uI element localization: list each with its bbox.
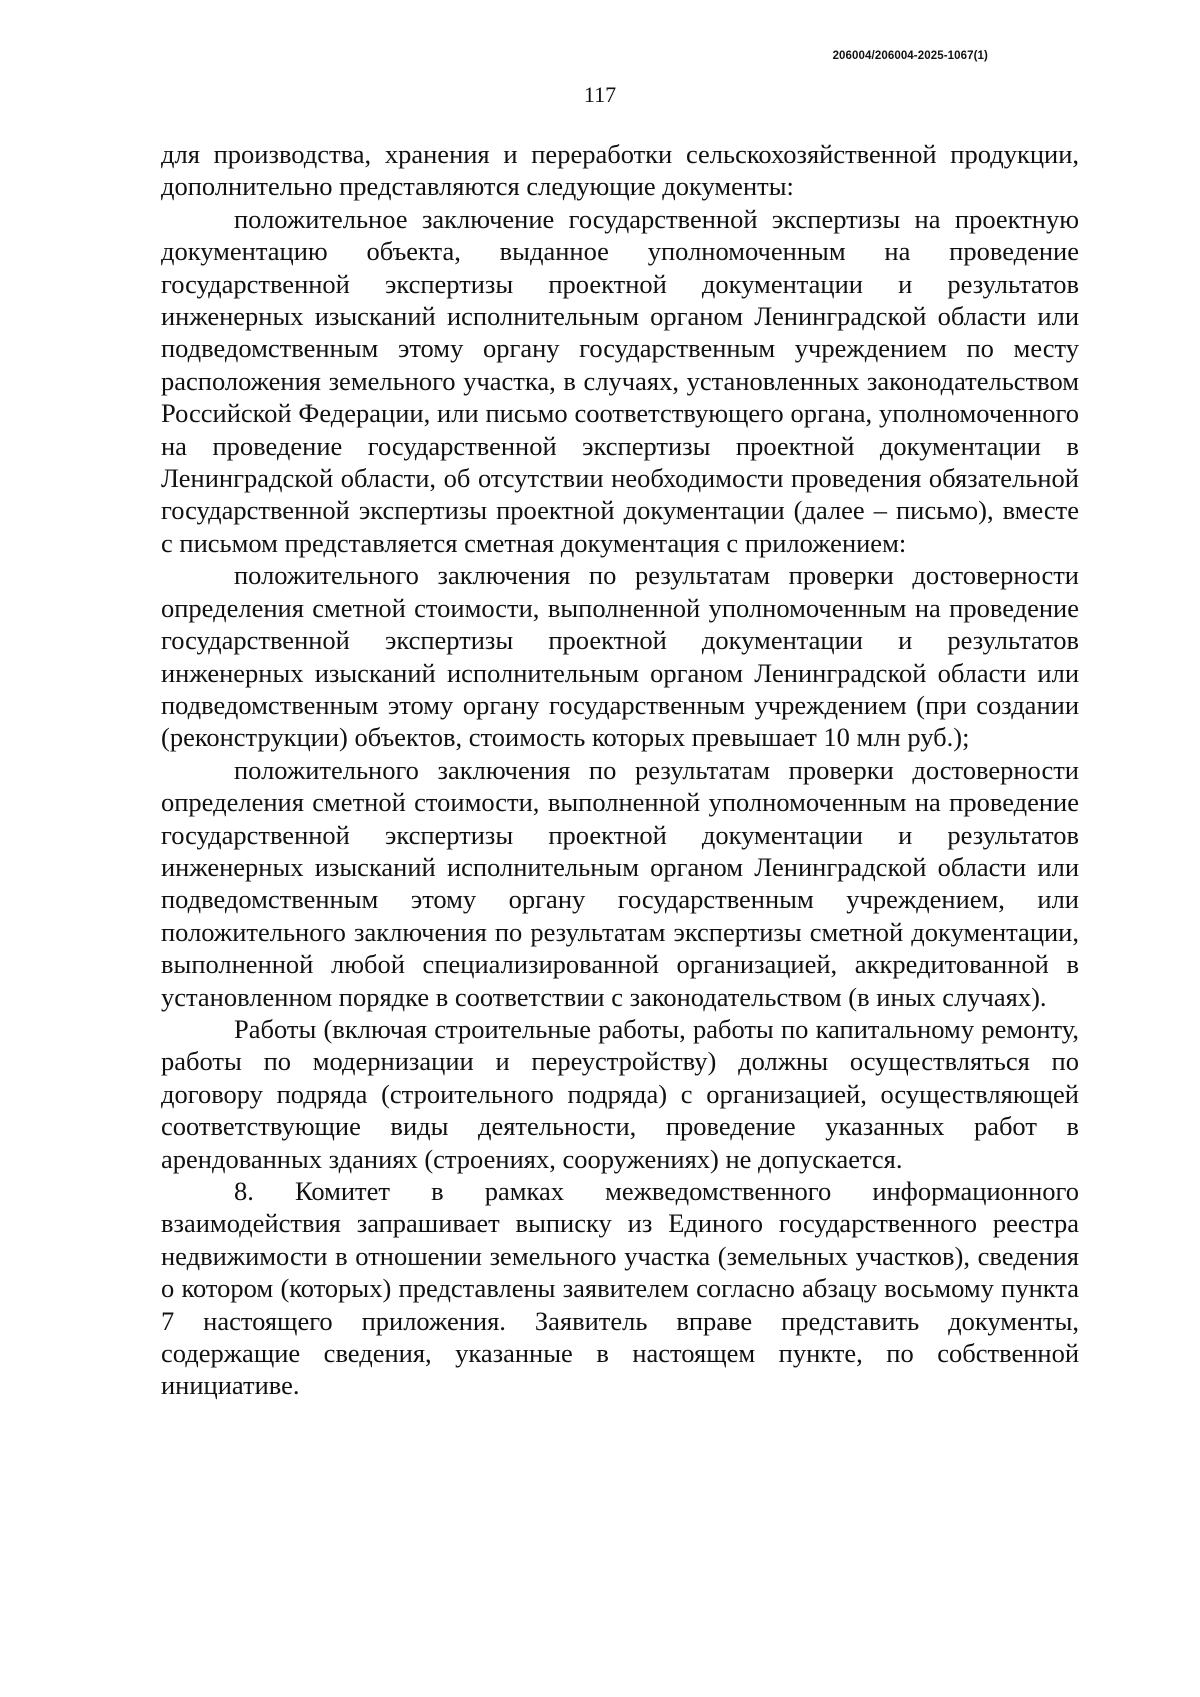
paragraph-works: Работы (включая строительные работы, работы по капитальному ремонту, работы по модернизации и переустройству) должны осуществляться по договору подряда (строительного подряда) с организацией, осуществляющей соответствующие виды деятельности, проведение указанных работ в арендованных зданиях (строениях, сооружениях) не допускается. [161,1013,1079,1174]
paragraph-cost-verification-other: положительного заключения по результатам проверки достоверности определения сметной стоимости, выполненной уполномоченным на проведение государственной экспертизы проектной документации и результатов инженерных изысканий исполнительным органом Ленинградской области или подведомственным этому органу государственным учреждением, или положительного заключения по результатам экспертизы сметной документации, выполненной любой специализированной организацией, аккредитованной в установленном порядке в соответствии с законодательством (в иных случаях). [161,754,1079,1012]
paragraph-cost-verification-large: положительного заключения по результатам проверки достоверности определения сметной стоимости, выполненной уполномоченным на проведение государственной экспертизы проектной документации и результатов инженерных изысканий исполнительным органом Ленинградской области или подведомственным этому органу государственным учреждением (при создании (реконструкции) объектов, стоимость которых превышает 10 млн руб.); [161,560,1079,753]
paragraph-intro: для производства, хранения и переработки сельскохозяйственной продукции, дополнительно представляются следующие документы: [161,139,1079,202]
paragraph-expertise-conclusion: положительное заключение государственной экспертизы на проектную документацию объекта, выданное уполномоченным на проведение государственной экспертизы проектной документации и результатов инженерных изысканий исполнительным органом Ленинградской области или подведомственным этому органу государственным учреждением по месту расположения земельного участка, в случаях, установленных законодательством Российской Федерации, или письмо соответствующего органа, уполномоченного на проведение государственной экспертизы проектной документации в Ленинградской области, об отсутствии необходимости проведения обязательной государственной экспертизы проектной документации (далее – письмо), вместе с письмом представляется сметная документация с приложением: [161,203,1079,558]
paragraph-item-8: 8. Комитет в рамках межведомственного информационного взаимодействия запрашивает выписку из Единого государственного реестра недвижимости в отношении земельного участка (земельных участков), сведения о котором (которых) представлены заявителем согласно абзацу восьмому пункта 7 настоящего приложения. Заявитель вправе представить документы, содержащие сведения, указанные в настоящем пункте, по собственной инициативе. [161,1176,1079,1401]
document-body [161,138,1079,1402]
document-id: 206004/206004-2025-1067(1) [832,50,988,62]
page-number: 117 [583,82,617,107]
